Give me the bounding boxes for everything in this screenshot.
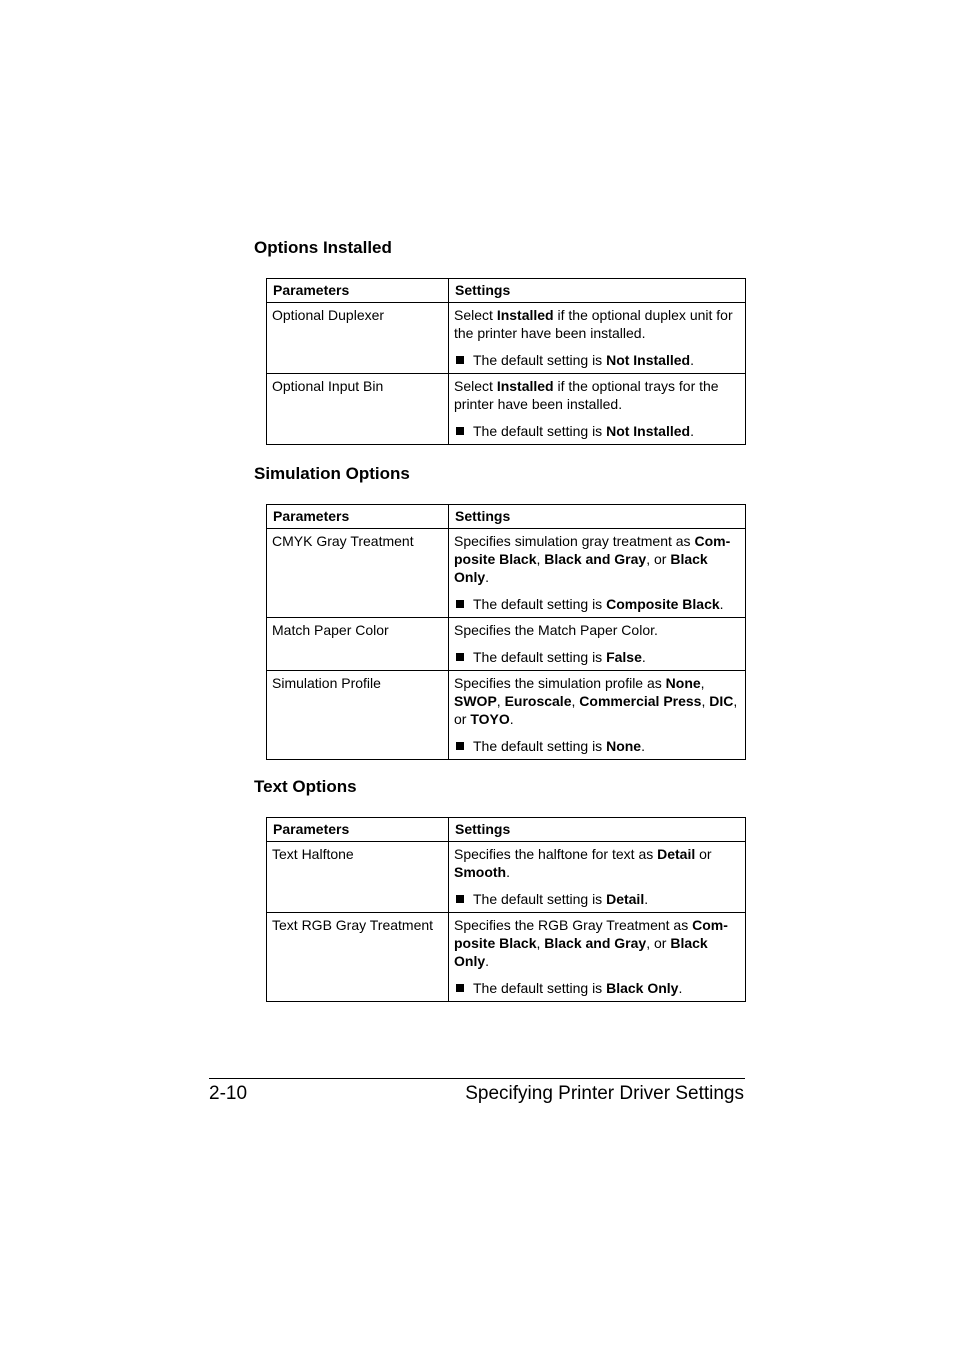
bold-text: None xyxy=(665,675,701,691)
parameter-name: CMYK Gray Treatment xyxy=(267,529,449,618)
bold-text: None xyxy=(606,738,642,754)
section-title-text-options: Text Options xyxy=(254,777,357,796)
setting-description: Specifies the RGB Gray Treatment as Com-posite Black, Black and Gray, or Black Only. xyxy=(454,917,728,969)
default-setting-note: The default setting is Black Only. xyxy=(454,979,739,997)
section-title-simulation-options: Simulation Options xyxy=(254,464,410,483)
settings-header: Settings xyxy=(449,818,746,842)
bold-text: Black Only xyxy=(454,551,708,585)
table-header-row xyxy=(267,505,746,529)
parameter-name: Simulation Profile xyxy=(267,671,449,760)
bold-text: Smooth xyxy=(454,864,507,880)
footer-title: Specifying Printer Driver Settings xyxy=(465,1083,744,1104)
setting-cell xyxy=(449,671,746,760)
settings-header: Settings xyxy=(449,505,746,529)
setting-description: Specifies the Match Paper Color. xyxy=(454,622,658,638)
parameter-name: Text RGB Gray Treatment xyxy=(267,913,449,1002)
default-setting-note: The default setting is Not Installed. xyxy=(454,351,739,369)
setting-cell xyxy=(449,374,746,445)
default-setting-note: The default setting is None. xyxy=(454,737,739,755)
bold-text: DIC xyxy=(709,693,734,709)
default-setting-note: The default setting is False. xyxy=(454,648,739,666)
parameters-header: Parameters xyxy=(267,505,449,529)
bold-text: Installed xyxy=(496,307,554,323)
table-row xyxy=(267,529,746,618)
bold-text: Detail xyxy=(657,846,696,862)
table-header-row xyxy=(267,818,746,842)
default-setting-note: The default setting is Detail. xyxy=(454,890,739,908)
bold-text: Detail xyxy=(606,891,645,907)
bullet-square-icon xyxy=(456,356,464,364)
bullet-square-icon xyxy=(456,427,464,435)
bold-text: Com-posite Black xyxy=(454,917,728,951)
setting-description: Specifies the halftone for text as Detail or Smooth. xyxy=(454,846,712,880)
parameter-name: Optional Input Bin xyxy=(267,374,449,445)
setting-cell xyxy=(449,529,746,618)
bullet-square-icon xyxy=(456,984,464,992)
bold-text: TOYO xyxy=(470,711,510,727)
parameters-header: Parameters xyxy=(267,279,449,303)
table-row xyxy=(267,671,746,760)
bold-text: Composite Black xyxy=(606,596,720,612)
settings-header: Settings xyxy=(449,279,746,303)
table-row xyxy=(267,303,746,374)
default-setting-note: The default setting is Composite Black. xyxy=(454,595,739,613)
bold-text: Not Installed xyxy=(606,423,691,439)
setting-cell xyxy=(449,913,746,1002)
page-number: 2-10 xyxy=(209,1083,248,1104)
bold-text: Black Only xyxy=(454,935,708,969)
section-title-options-installed: Options Installed xyxy=(254,238,392,257)
bold-text: False xyxy=(606,649,642,665)
setting-cell xyxy=(449,842,746,913)
bold-text: Installed xyxy=(496,378,554,394)
bullet-square-icon xyxy=(456,742,464,750)
bold-text: Black Only xyxy=(606,980,679,996)
setting-description: Select Installed if the optional trays for the printer have been installed. xyxy=(454,378,719,412)
bold-text: Not Installed xyxy=(606,352,691,368)
table-row xyxy=(267,618,746,671)
bold-text: Commercial Press xyxy=(579,693,702,709)
options-installed-table xyxy=(266,278,746,445)
setting-description: Specifies simulation gray treatment as Com-posite Black, Black and Gray, or Black Only. xyxy=(454,533,731,585)
parameters-header: Parameters xyxy=(267,818,449,842)
footer-divider xyxy=(209,1078,745,1079)
bold-text: Euroscale xyxy=(504,693,572,709)
bold-text: Black and Gray xyxy=(544,935,647,951)
default-setting-note: The default setting is Not Installed. xyxy=(454,422,739,440)
bold-text: SWOP xyxy=(454,693,497,709)
parameter-name: Match Paper Color xyxy=(267,618,449,671)
setting-description: Specifies the simulation profile as None, SWOP, Euroscale, Commercial Press, DIC, or TOYO. xyxy=(454,675,738,727)
table-row xyxy=(267,842,746,913)
setting-description: Select Installed if the optional duplex unit for the printer have been installed. xyxy=(454,307,733,341)
bullet-square-icon xyxy=(456,895,464,903)
setting-cell xyxy=(449,618,746,671)
setting-cell xyxy=(449,303,746,374)
bold-text: Black and Gray xyxy=(544,551,647,567)
simulation-options-table xyxy=(266,504,746,760)
bold-text: Com-posite Black xyxy=(454,533,731,567)
text-options-table xyxy=(266,817,746,1002)
table-row xyxy=(267,374,746,445)
table-row xyxy=(267,913,746,1002)
bullet-square-icon xyxy=(456,600,464,608)
parameter-name: Text Halftone xyxy=(267,842,449,913)
table-header-row xyxy=(267,279,746,303)
parameter-name: Optional Duplexer xyxy=(267,303,449,374)
bullet-square-icon xyxy=(456,653,464,661)
